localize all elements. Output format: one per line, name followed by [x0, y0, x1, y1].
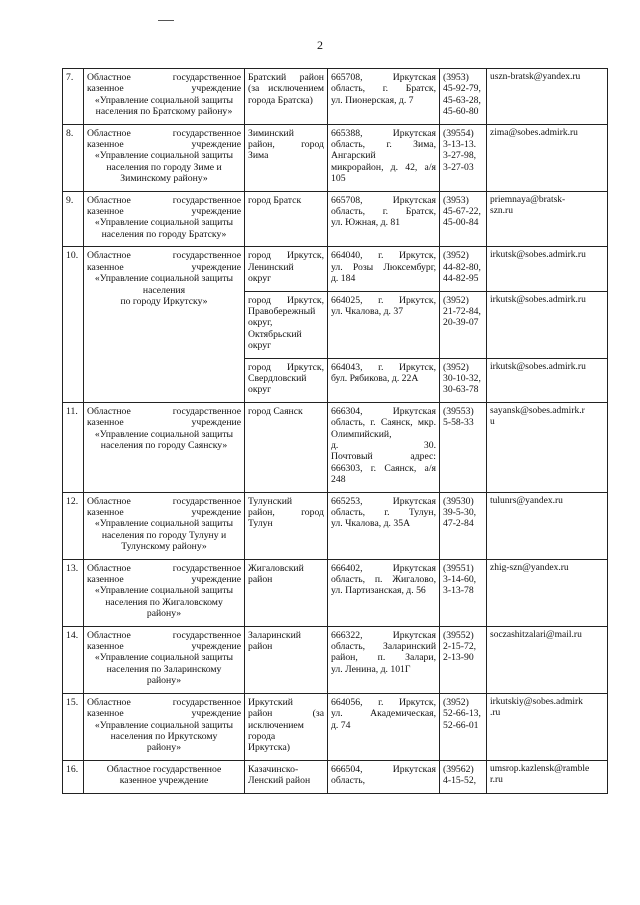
postal-address-line: 666304, Иркутская [331, 405, 436, 417]
service-territory-line: Казачинско- [248, 763, 299, 775]
institution-name-line: «Управление социальной защиты [94, 428, 234, 440]
phone-numbers-line: (39553) [443, 405, 474, 417]
phone-numbers-line: 5-58-33 [443, 417, 474, 429]
phone-numbers-line: 45-60-80 [443, 106, 479, 118]
service-territory-line: район (за [248, 708, 324, 720]
table-row [63, 191, 608, 247]
institution-name-line: «Управление социальной защиты [94, 150, 234, 162]
postal-address [328, 760, 440, 793]
email-address-line: tulunrs@yandex.ru [490, 495, 563, 506]
service-territory [245, 291, 328, 358]
institution-name-line: казенное учреждение [87, 261, 241, 273]
row-number-line: 9. [66, 194, 74, 206]
institution-name-line: казенное учреждение [87, 708, 241, 720]
postal-address-line: область, г. Братск, [331, 83, 436, 95]
institution-name-line: Областное государственное [106, 763, 222, 775]
service-territory-line: Заларинский [248, 629, 301, 641]
email-address-line: soczashitzalari@mail.ru [490, 629, 582, 640]
phone-numbers-line: 45-92-79, [443, 83, 481, 95]
email-address [487, 358, 608, 402]
postal-address [328, 693, 440, 760]
service-territory-line: города Братска) [248, 94, 313, 106]
service-territory-line: округ [248, 340, 272, 352]
institution-name-line: казенное учреждение [87, 641, 241, 653]
institution-name-line: району» [146, 608, 182, 620]
email-address-line: szn.ru [490, 206, 513, 217]
service-territory-line: Иркутский [248, 696, 293, 708]
service-territory-line: Правобережный [248, 305, 316, 317]
institution-name-line: Областное государственное [87, 629, 241, 641]
email-address-line: r.ru [490, 775, 503, 786]
institution-name-line: населения [142, 284, 186, 296]
phone-numbers-line: 44-82-80, [443, 261, 481, 273]
institution-name-line: казенное учреждение [87, 206, 241, 218]
table-row [63, 124, 608, 191]
institutions-table-body [63, 69, 608, 794]
institution-name-line: населения по городу Зиме и [106, 161, 222, 173]
institution-name-line: «Управление социальной защиты [94, 518, 234, 530]
institution-name [84, 693, 245, 760]
institution-name-line: «Управление социальной защиты [94, 719, 234, 731]
phone-numbers [440, 402, 487, 492]
service-territory-line: Иркутска) [248, 742, 290, 754]
institution-name-line: Областное государственное [87, 495, 241, 507]
table-row [63, 492, 608, 559]
institution-name-line: казенное учреждение [87, 83, 241, 95]
service-territory [245, 559, 328, 626]
postal-address-line: 666504, Иркутская [331, 763, 436, 775]
institution-name [84, 247, 245, 402]
row-number [63, 191, 84, 247]
service-territory-line: район [248, 574, 273, 586]
postal-address-line: область, г. Саянск, мкр. [331, 417, 436, 429]
institution-name-line: Областное государственное [87, 405, 241, 417]
row-number-line: 15. [66, 696, 79, 708]
service-territory-line: исключением [248, 719, 304, 731]
service-territory [245, 760, 328, 793]
institution-name-line: «Управление социальной защиты [94, 94, 234, 106]
postal-address-line: д. 74 [331, 719, 351, 731]
service-territory [245, 69, 328, 125]
institution-name-line: населения по городу Тулуну и [101, 529, 227, 541]
postal-address-line: д. 30. [331, 439, 436, 451]
institution-name [84, 402, 245, 492]
service-territory-line: Тулунский [248, 495, 293, 507]
phone-numbers [440, 358, 487, 402]
institution-name-line: «Управление социальной защиты [94, 585, 234, 597]
email-address [487, 247, 608, 291]
email-address [487, 402, 608, 492]
postal-address-line: 666402, Иркутская [331, 562, 436, 574]
email-address-line: zima@sobes.admirk.ru [490, 127, 578, 138]
service-territory-line: город Братск [248, 194, 302, 206]
row-number [63, 693, 84, 760]
service-territory [245, 402, 328, 492]
postal-address-line: ул. Чкалова, д. 35А [331, 518, 411, 530]
institution-name-line: населения по городу Саянску» [100, 439, 228, 451]
postal-address-line: область, Заларинский [331, 641, 436, 653]
postal-address [328, 626, 440, 693]
email-address-line: zhig-szn@yandex.ru [490, 562, 569, 573]
table-row [63, 693, 608, 760]
row-number [63, 760, 84, 793]
postal-address-line: 665708, Иркутская [331, 194, 436, 206]
institution-name-line: «Управление социальной защиты [94, 273, 234, 285]
service-territory [245, 358, 328, 402]
row-number-line: 8. [66, 127, 74, 139]
postal-address-line: Олимпийский, [331, 428, 392, 440]
postal-address-line: область, г. Тулун, [331, 507, 436, 518]
postal-address-line: 666322, Иркутская [331, 629, 436, 641]
email-address-line: umsrop.kazlensk@ramble [490, 763, 590, 774]
service-territory-line: округ [248, 384, 272, 396]
email-address-line: irkutskiy@sobes.admirk [490, 696, 583, 707]
institution-name-line: району» [146, 675, 182, 687]
postal-address [328, 69, 440, 125]
email-address [487, 626, 608, 693]
institution-name-line: населения по Жигаловскому [105, 596, 223, 608]
email-address [487, 191, 608, 247]
institution-name [84, 760, 245, 793]
service-territory-line: город Иркутск, [248, 361, 324, 373]
postal-address-line: ул. Южная, д. 81 [331, 217, 401, 229]
postal-address-line: Почтовый адрес: [331, 451, 436, 463]
phone-numbers-line: 21-72-84, [443, 305, 481, 317]
service-territory-line: Тулун [248, 518, 273, 530]
postal-address-line: область, [331, 775, 366, 787]
postal-address [328, 124, 440, 191]
email-address [487, 124, 608, 191]
institution-name-line: Зиминскому району» [120, 173, 208, 185]
postal-address-line: 664043, г. Иркутск, [331, 361, 436, 373]
service-territory-line: (за исключением [248, 83, 324, 95]
phone-numbers-line: 2-13-90 [443, 652, 474, 664]
institution-name-line: Областное государственное [87, 250, 241, 262]
row-number [63, 492, 84, 559]
phone-numbers-line: (3952) [443, 361, 469, 373]
service-territory [245, 626, 328, 693]
phone-numbers-line: 2-15-72, [443, 641, 477, 653]
institution-name-line: казенное учреждение [87, 507, 241, 518]
phone-numbers-line: (3952) [443, 696, 469, 708]
phone-numbers-line: 52-66-13, [443, 708, 481, 720]
phone-numbers-line: 3-27-98, [443, 150, 477, 162]
service-territory-line: Свердловский [248, 372, 307, 384]
service-territory-line: округ [248, 273, 272, 285]
row-number [63, 247, 84, 402]
institution-name [84, 124, 245, 191]
postal-address-line: 248 [331, 474, 346, 486]
phone-numbers [440, 760, 487, 793]
email-address-line: irkutsk@sobes.admirk.ru [490, 361, 586, 372]
phone-numbers-line: (39551) [443, 562, 474, 574]
phone-numbers [440, 626, 487, 693]
phone-numbers-line: (3953) [443, 194, 469, 206]
phone-numbers-line: (39530) [443, 495, 474, 507]
service-territory-line: Октябрьский [248, 328, 302, 340]
postal-address [328, 247, 440, 291]
postal-address-line: микрорайон, д. 42, а/я [331, 161, 436, 173]
email-address [487, 291, 608, 358]
service-territory [245, 124, 328, 191]
phone-numbers-line: 39-5-30, [443, 507, 477, 518]
postal-address [328, 402, 440, 492]
row-number [63, 626, 84, 693]
postal-address-line: район, п. Залари, [331, 652, 436, 664]
institution-name-line: «Управление социальной защиты [94, 217, 234, 229]
institution-name-line: населения по Иркутскому [110, 730, 218, 742]
phone-numbers-line: 47-2-84 [443, 518, 474, 530]
postal-address [328, 291, 440, 358]
phone-numbers-line: 3-27-03 [443, 161, 474, 173]
institution-name-line: Областное государственное [87, 194, 241, 206]
institution-name-line: Областное государственное [87, 127, 241, 139]
institution-name [84, 626, 245, 693]
service-territory [245, 492, 328, 559]
table-row [63, 69, 608, 125]
service-territory [245, 247, 328, 291]
row-number-line: 16. [66, 763, 79, 775]
service-territory-line: город Иркутск, [248, 250, 324, 262]
service-territory-line: округ, [248, 317, 273, 329]
phone-numbers-line: 3-13-13. [443, 139, 477, 151]
phone-numbers [440, 124, 487, 191]
row-number [63, 559, 84, 626]
row-number-line: 7. [66, 72, 74, 83]
phone-numbers-line: (3952) [443, 250, 469, 262]
phone-numbers-line: 52-66-01 [443, 719, 479, 731]
email-address-line: u [490, 417, 495, 428]
phone-numbers [440, 191, 487, 247]
phone-numbers-line: 30-63-78 [443, 384, 479, 396]
postal-address-line: 664056, г. Иркутск, [331, 696, 436, 708]
email-address-line: irkutsk@sobes.admirk.ru [490, 250, 586, 261]
phone-numbers-line: 3-14-60, [443, 574, 477, 586]
postal-address-line: Ангарский [331, 150, 376, 162]
institution-name [84, 559, 245, 626]
postal-address-line: 664025, г. Иркутск, [331, 294, 436, 306]
institution-name-line: «Управление социальной защиты [94, 652, 234, 664]
postal-address-line: 665708, Иркутская [331, 72, 436, 83]
email-address-line: .ru [490, 708, 501, 719]
phone-numbers [440, 291, 487, 358]
phone-numbers [440, 492, 487, 559]
table-row [63, 247, 608, 291]
postal-address-line: бул. Рябикова, д. 22А [331, 372, 419, 384]
service-territory [245, 693, 328, 760]
table-row [63, 626, 608, 693]
email-address [487, 69, 608, 125]
postal-address [328, 492, 440, 559]
postal-address-line: ул. Розы Люксембург, [331, 261, 436, 273]
phone-numbers [440, 247, 487, 291]
institution-name-line: населения по Заларинскому [106, 663, 222, 675]
email-address [487, 693, 608, 760]
phone-numbers-line: 44-82-95 [443, 273, 479, 285]
postal-address [328, 191, 440, 247]
postal-address-line: область, г. Братск, [331, 206, 436, 218]
postal-address-line: 664040, г. Иркутск, [331, 250, 436, 262]
service-territory-line: Ленский район [248, 775, 311, 787]
institution-name-line: населения по Братскому району» [95, 106, 233, 118]
row-number-line: 12. [66, 495, 79, 507]
postal-address-line: ул. Ленина, д. 101Г [331, 663, 411, 675]
email-address [487, 760, 608, 793]
phone-numbers-line: 45-63-28, [443, 94, 481, 106]
phone-numbers-line: (39554) [443, 127, 474, 139]
postal-address-line: 105 [331, 173, 346, 185]
row-number [63, 69, 84, 125]
email-address-line: uszn-bratsk@yandex.ru [490, 72, 581, 82]
postal-address-line: 665253, Иркутская [331, 495, 436, 507]
service-territory-line: район [248, 641, 273, 653]
institution-name [84, 191, 245, 247]
institutions-table [62, 68, 608, 794]
email-address [487, 492, 608, 559]
postal-address-line: д. 184 [331, 273, 356, 285]
row-number-line: 13. [66, 562, 79, 574]
postal-address [328, 358, 440, 402]
postal-address-line: 666303, г. Саянск, а/я [331, 462, 436, 474]
service-territory-line: район, город [248, 139, 324, 151]
service-territory-line: Ленинский [248, 261, 294, 273]
postal-address-line: ул. Академическая, [331, 708, 436, 720]
phone-numbers [440, 559, 487, 626]
service-territory-line: города [248, 730, 276, 742]
service-territory-line: Братский район [248, 72, 324, 83]
phone-numbers-line: 20-39-07 [443, 317, 479, 329]
email-address-line: sayansk@sobes.admirk.r [490, 405, 585, 416]
institution-name-line: казенное учреждение [87, 139, 241, 151]
row-number [63, 124, 84, 191]
phone-numbers-line: 45-00-84 [443, 217, 479, 229]
phone-numbers [440, 693, 487, 760]
scan-mark [158, 20, 174, 21]
phone-numbers [440, 69, 487, 125]
institution-name-line: Тулунскому району» [121, 541, 207, 553]
table-row [63, 559, 608, 626]
institution-name-line: Областное государственное [87, 562, 241, 574]
institution-name-line: по городу Иркутску» [120, 295, 208, 307]
phone-numbers-line: 30-10-32, [443, 372, 481, 384]
phone-numbers-line: (3952) [443, 294, 469, 306]
institution-name-line: Областное государственное [87, 696, 241, 708]
institution-name [84, 69, 245, 125]
email-address [487, 559, 608, 626]
email-address-line: priemnaya@bratsk- [490, 194, 566, 205]
phone-numbers-line: 45-67-22, [443, 206, 481, 218]
service-territory-line: район, город [248, 507, 324, 518]
service-territory-line: город Саянск [248, 405, 303, 417]
row-number-line: 11. [66, 405, 78, 417]
service-territory [245, 191, 328, 247]
institution-name-line: району» [146, 742, 182, 754]
postal-address-line: ул. Партизанская, д. 56 [331, 585, 426, 597]
service-territory-line: Зима [248, 150, 269, 162]
institution-name-line: казенное учреждение [87, 574, 241, 586]
phone-numbers-line: (39562) [443, 763, 474, 775]
row-number-line: 10. [66, 250, 79, 262]
institution-name [84, 492, 245, 559]
postal-address-line: область, п. Жигалово, [331, 574, 436, 586]
postal-address [328, 559, 440, 626]
phone-numbers-line: (3953) [443, 72, 469, 83]
postal-address-line: область, г. Зима, [331, 139, 436, 151]
phone-numbers-line: 4-15-52, [443, 775, 477, 787]
phone-numbers-line: (39552) [443, 629, 474, 641]
phone-numbers-line: 3-13-78 [443, 585, 474, 597]
postal-address-line: ул. Чкалова, д. 37 [331, 305, 404, 317]
institution-name-line: Областное государственное [87, 72, 241, 83]
service-territory-line: город Иркутск, [248, 294, 324, 306]
institution-name-line: казенное учреждение [119, 775, 209, 787]
postal-address-line: ул. Пионерская, д. 7 [331, 94, 414, 106]
institution-name-line: населения по городу Братску» [101, 228, 227, 240]
page-number: 2 [317, 38, 323, 52]
email-address-line: irkutsk@sobes.admirk.ru [490, 294, 586, 305]
row-number-line: 14. [66, 629, 79, 641]
table-row [63, 760, 608, 793]
postal-address-line: 665388, Иркутская [331, 127, 436, 139]
table-row [63, 402, 608, 492]
institution-name-line: казенное учреждение [87, 417, 241, 429]
row-number [63, 402, 84, 492]
service-territory-line: Жигаловский [248, 562, 304, 574]
service-territory-line: Зиминский [248, 127, 294, 139]
